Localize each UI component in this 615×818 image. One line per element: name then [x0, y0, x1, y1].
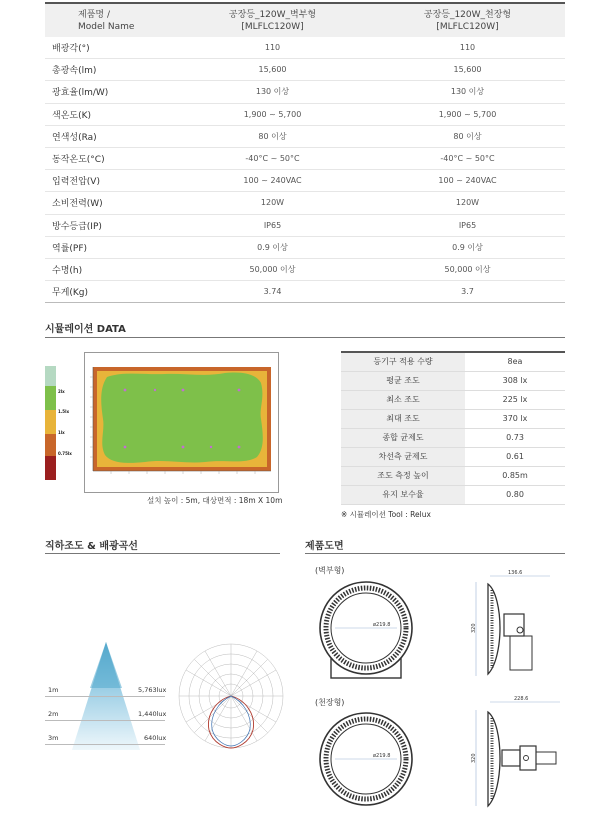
- spec-label: 배광각(°): [52, 44, 90, 55]
- spec-table-header: [45, 2, 565, 37]
- distance-line: [45, 696, 165, 697]
- simulation-title: 시뮬레이션 DATA: [45, 324, 126, 335]
- legend-label: 0.75lx: [58, 451, 72, 456]
- sim-value: 0.61: [465, 447, 565, 466]
- sim-row: [341, 485, 565, 504]
- ceiling-bracket: [520, 746, 536, 770]
- sim-value: 308 lx: [465, 371, 565, 390]
- isolux-map: [85, 353, 278, 492]
- spec-row: [45, 104, 565, 126]
- spec-row: [45, 37, 565, 59]
- spec-value-wall: 80 이상: [258, 131, 287, 141]
- sim-row: [341, 428, 565, 447]
- wall-depth-label: 136.6: [508, 570, 523, 576]
- sim-value: 0.85m: [465, 466, 565, 485]
- legend-swatch: [45, 434, 56, 456]
- spec-label: 수명(h): [52, 265, 83, 276]
- illuminance-title-rule: [45, 553, 280, 554]
- spec-row: [45, 281, 565, 303]
- spec-value-ceiling: 80 이상: [453, 131, 482, 141]
- drawing-title: 제품도면: [305, 541, 344, 552]
- distance-label: 1m: [48, 686, 59, 694]
- spec-label: 색온도(K): [52, 110, 92, 121]
- ceiling-type-side-view: [470, 696, 568, 812]
- legend-label: 1lx: [58, 430, 65, 435]
- ceiling-mount: [502, 750, 520, 766]
- spec-value-ceiling: -40°C ~ 50°C: [440, 154, 495, 164]
- header-col2-text: 공장등_120W_천장형 [MLFLC120W]: [423, 9, 512, 32]
- sim-label: 조도 측정 높이: [341, 466, 465, 485]
- spec-row: [45, 259, 565, 281]
- sim-label: 평균 조도: [341, 371, 465, 390]
- wall-type-side-view: [470, 570, 560, 682]
- sim-value: 370 lx: [465, 409, 565, 428]
- sim-row: [341, 447, 565, 466]
- spec-row: [45, 126, 565, 148]
- simulation-table: [341, 351, 565, 505]
- light-distribution-polar-chart: [176, 640, 286, 752]
- spec-label: 역률(PF): [52, 243, 88, 254]
- lux-label: 1,440lux: [138, 710, 167, 718]
- legend-swatch: [45, 386, 56, 410]
- distance-label: 2m: [48, 710, 59, 718]
- spec-row: [45, 148, 565, 170]
- spec-value-ceiling: 1,900 ~ 5,700: [438, 109, 497, 119]
- illuminance-title: 직하조도 & 배광곡선: [45, 541, 138, 552]
- wall-plate: [510, 636, 532, 670]
- sim-row: [341, 371, 565, 390]
- bracket-knob: [524, 756, 529, 761]
- spec-label: 연색성(Ra): [52, 132, 97, 143]
- spec-value-wall: 3.74: [263, 287, 282, 297]
- spec-row: [45, 81, 565, 103]
- simulation-tool-note: ※ 시뮬레이션 Tool : Relux: [341, 510, 431, 519]
- sim-row: [341, 390, 565, 409]
- ceiling-depth-label: 228.6: [514, 696, 529, 702]
- sim-value: 225 lx: [465, 390, 565, 409]
- bracket-knob: [517, 627, 523, 633]
- drawing-title-rule: [305, 553, 565, 554]
- wall-diameter-label: ø219.8: [373, 622, 391, 628]
- spec-value-ceiling: 15,600: [453, 65, 482, 75]
- sim-value: 0.73: [465, 428, 565, 447]
- sim-label: 최소 조도: [341, 390, 465, 409]
- sim-value: 8ea: [465, 352, 565, 371]
- spec-value-wall: IP65: [263, 220, 282, 230]
- spec-value-ceiling: 50,000 이상: [444, 264, 491, 274]
- spec-value-wall: 1,900 ~ 5,700: [243, 109, 302, 119]
- spec-label: 광효율(lm/W): [52, 88, 109, 99]
- spec-row: [45, 170, 565, 192]
- spec-label: 동작온도(°C): [52, 155, 105, 166]
- side-housing: [488, 584, 500, 674]
- spec-value-wall: -40°C ~ 50°C: [245, 154, 300, 164]
- ceiling-diameter-label: ø219.8: [373, 753, 391, 759]
- ceiling-type-label: (천장형): [315, 698, 345, 707]
- legend-swatch: [45, 410, 56, 434]
- header-col2: [370, 9, 565, 33]
- sim-label: 등기구 적용 수량: [341, 352, 465, 371]
- simulation-title-rule: [45, 337, 565, 338]
- sim-row: [341, 409, 565, 428]
- ceiling-height-label: 320: [471, 753, 477, 763]
- lux-label: 5,763lux: [138, 686, 167, 694]
- lux-label: 640lux: [144, 734, 167, 742]
- spec-value-wall: 50,000 이상: [249, 264, 296, 274]
- wall-height-label: 320: [471, 623, 477, 633]
- spec-value-ceiling: IP65: [458, 220, 477, 230]
- light-cone-core: [90, 642, 122, 688]
- spec-label: 방수등급(IP): [52, 221, 102, 232]
- isolux-inner-zone: [101, 372, 263, 462]
- spec-value-ceiling: 0.9 이상: [452, 242, 483, 252]
- sim-value: 0.80: [465, 485, 565, 504]
- legend-swatch: [45, 456, 56, 480]
- sim-label: 차선측 균제도: [341, 447, 465, 466]
- spec-value-wall: 120W: [260, 198, 285, 208]
- distance-line: [45, 744, 165, 745]
- legend-label: 1.5lx: [58, 409, 70, 414]
- header-col1-text: 공장등_120W_벽부형 [MLFLC120W]: [228, 9, 317, 32]
- spec-row: [45, 215, 565, 237]
- sim-label: 종합 균제도: [341, 428, 465, 447]
- spec-value-ceiling: 120W: [455, 198, 480, 208]
- spec-row: [45, 192, 565, 214]
- sim-label: 최대 조도: [341, 409, 465, 428]
- spec-row: [45, 237, 565, 259]
- sim-row: [341, 352, 565, 371]
- legend-label: 2lx: [58, 389, 65, 394]
- illuminance-simulation-plot: [84, 352, 279, 493]
- spec-label: 총광속(lm): [52, 66, 97, 77]
- distance-line: [45, 720, 165, 721]
- spec-row: [45, 59, 565, 81]
- side-housing: [488, 712, 500, 806]
- spec-value-wall: 0.9 이상: [257, 242, 288, 252]
- header-label-text: 제품명 / Model Name: [78, 9, 135, 32]
- spec-table: [45, 2, 565, 303]
- header-label: [45, 9, 175, 33]
- spec-value-wall: 130 이상: [255, 87, 290, 97]
- sim-row: [341, 466, 565, 485]
- spec-label: 입력전압(V): [52, 177, 100, 188]
- spec-label: 무게(Kg): [52, 288, 89, 299]
- spec-value-wall: 110: [264, 43, 281, 53]
- ceiling-plate: [536, 752, 556, 764]
- spec-value-wall: 100 ~ 240VAC: [243, 176, 302, 186]
- spec-label: 소비전력(W): [52, 199, 103, 210]
- distance-label: 3m: [48, 734, 59, 742]
- wall-type-front-view: [315, 580, 417, 682]
- sim-label: 유지 보수율: [341, 485, 465, 504]
- ceiling-type-front-view: [315, 708, 417, 810]
- header-col1: [175, 9, 370, 33]
- spec-value-ceiling: 3.7: [461, 287, 474, 297]
- legend-swatch: [45, 366, 56, 386]
- spec-value-ceiling: 130 이상: [450, 87, 485, 97]
- simulation-caption: 설치 높이 : 5m, 대상면적 : 18m X 10m: [147, 496, 283, 505]
- spec-value-ceiling: 110: [459, 43, 476, 53]
- wall-type-label: (벽부형): [315, 566, 345, 575]
- spec-value-wall: 15,600: [258, 65, 287, 75]
- spec-value-ceiling: 100 ~ 240VAC: [438, 176, 497, 186]
